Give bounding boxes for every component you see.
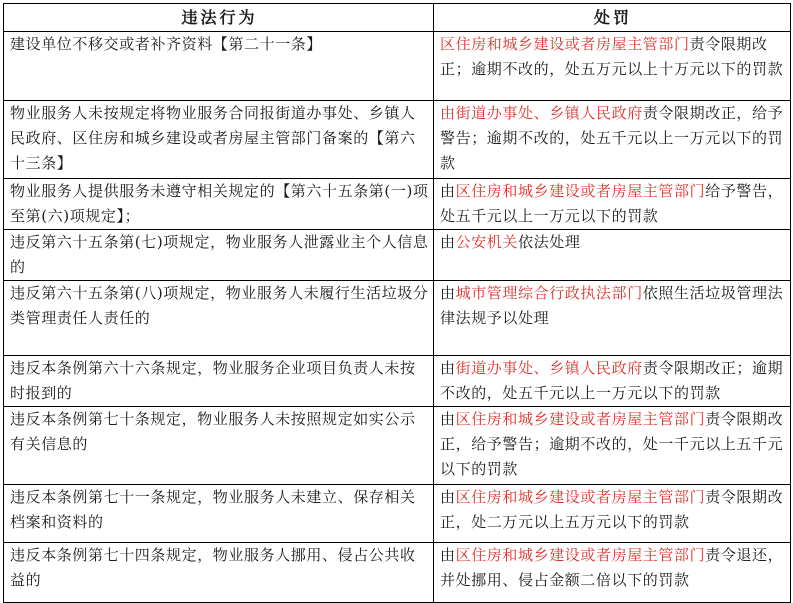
table-row: [4, 356, 791, 407]
authority-text: 城市管理综合行政执法部门: [455, 284, 643, 302]
penalty-prefix: 由: [440, 359, 456, 377]
table-row: [4, 32, 791, 101]
penalty-text: 依法处理: [518, 233, 581, 251]
penalty-text: 责令限期改正，给予警告；逾期不改的，处一千元以上五千元以下的罚款: [440, 410, 784, 478]
violation-cell: 物业服务人未按规定将物业服务合同报街道办事处、乡镇人民政府、区住房和城乡建设或者房屋主管部门备案的【第六十三条】: [4, 101, 434, 179]
penalty-cell: [434, 485, 791, 543]
penalty-prefix: 由: [440, 284, 456, 302]
penalty-cell: [434, 32, 791, 101]
authority-text: 区住房和城乡建设或者房屋主管部门: [455, 488, 706, 506]
table-row: [4, 407, 791, 485]
penalty-text: 依照生活垃圾管理法律法规予以处理: [440, 284, 784, 327]
penalty-cell: [434, 179, 791, 230]
penalty-cell: [434, 543, 791, 603]
penalty-cell: [434, 101, 791, 179]
authority-text: 街道办事处、乡镇人民政府: [455, 359, 643, 377]
penalty-text: 责令限期改正，处二万元以上五万元以下的罚款: [440, 488, 784, 531]
penalty-text: 责令限期改正；逾期不改的，处五千元以上一万元以下的罚款: [440, 359, 784, 402]
table-row: [4, 543, 791, 603]
penalty-prefix: 由: [440, 546, 456, 564]
penalty-cell: [434, 356, 791, 407]
penalty-table: [3, 3, 791, 603]
authority-text: 公安机关: [455, 233, 519, 251]
penalty-cell: [434, 281, 791, 356]
penalty-prefix: 由: [440, 410, 456, 428]
violation-cell: 违反本条例第七十四条规定，物业服务人挪用、侵占公共收益的: [4, 543, 434, 603]
table-header-row: [4, 4, 791, 32]
penalty-text: 给予警告，处五千元以上一万元以下的罚款: [440, 182, 784, 225]
penalty-text: 责令限期改正；逾期不改的，处五万元以上十万元以下的罚款: [440, 35, 784, 78]
table-row: [4, 179, 791, 230]
authority-text: 区住房和城乡建设或者房屋主管部门: [455, 410, 706, 428]
penalty-text: 责令退还，并处挪用、侵占金额二倍以下的罚款: [440, 546, 784, 589]
authority-text: 区住房和城乡建设或者房屋主管部门: [455, 546, 706, 564]
penalty-prefix: 由: [440, 233, 456, 251]
authority-text: 区住房和城乡建设或者房屋主管部门: [440, 35, 690, 53]
table-row: [4, 230, 791, 281]
header-violation: 违法行为: [4, 4, 434, 32]
penalty-text: 责令限期改正，给予警告；逾期不改的，处五千元以上一万元以下的罚款: [440, 104, 784, 172]
penalty-prefix: 由: [440, 182, 456, 200]
violation-cell: 违反本条例第六十六条规定，物业服务企业项目负责人未按时报到的: [4, 356, 434, 407]
violation-cell: 违反第六十五条第(八)项规定，物业服务人未履行生活垃圾分类管理责任人责任的: [4, 281, 434, 356]
violation-cell: 违反第六十五条第(七)项规定，物业服务人泄露业主个人信息的: [4, 230, 434, 281]
penalty-prefix: 由: [440, 488, 456, 506]
table-row: [4, 485, 791, 543]
violation-cell: 物业服务人提供服务未遵守相关规定的【第六十五条第(一)项至第(六)项规定】；: [4, 179, 434, 230]
table-row: [4, 281, 791, 356]
violation-cell: 违反本条例第七十条规定，物业服务人未按照规定如实公示有关信息的: [4, 407, 434, 485]
authority-text: 区住房和城乡建设或者房屋主管部门: [455, 182, 706, 200]
violation-cell: 建设单位不移交或者补齐资料【第二十一条】: [4, 32, 434, 101]
authority-text: 由街道办事处、乡镇人民政府: [440, 104, 643, 122]
penalty-cell: [434, 230, 791, 281]
penalty-cell: [434, 407, 791, 485]
header-penalty: 处罚: [434, 4, 791, 32]
table-row: [4, 101, 791, 179]
violation-cell: 违反本条例第七十一条规定，物业服务人未建立、保存相关档案和资料的: [4, 485, 434, 543]
